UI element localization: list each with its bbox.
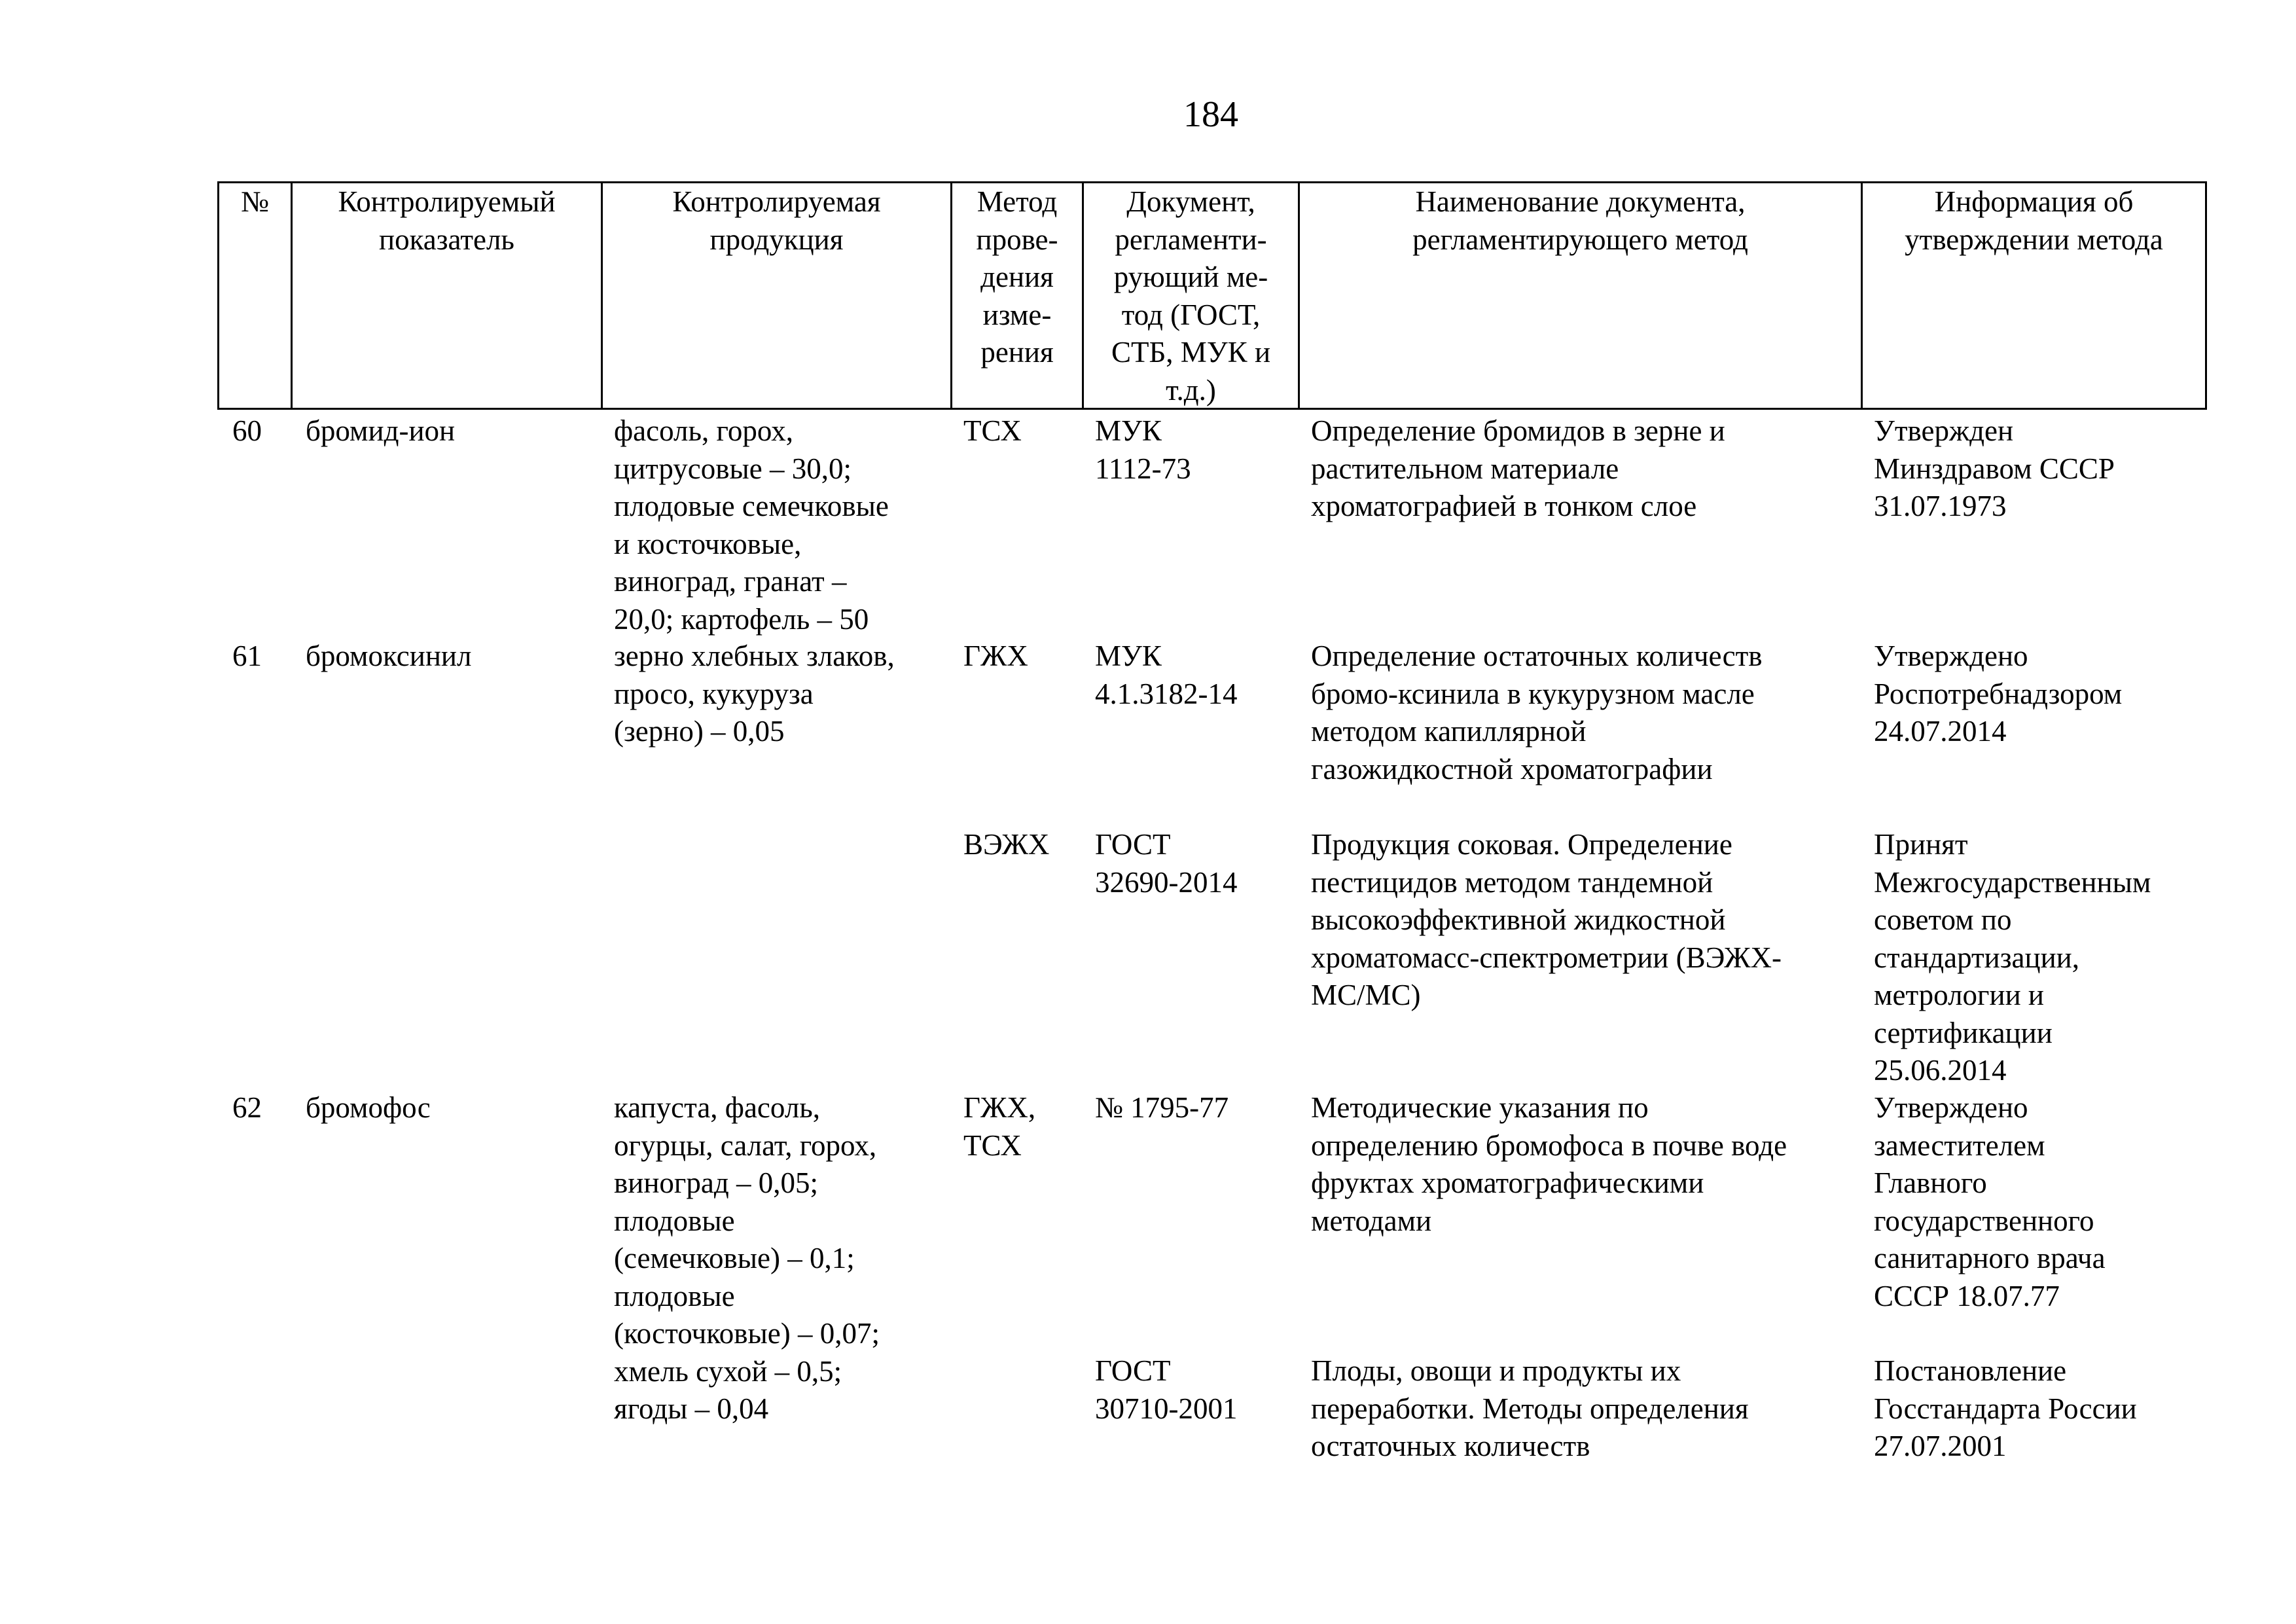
row-num: 60 <box>232 414 262 447</box>
row-indicator: бромид-ион <box>306 414 456 447</box>
row-doc-name: Продукция соковая. Определение пестицидов методом тандемной высокоэффективной жидкостной хроматомасс-спектрометрии (ВЭЖХ- МС/МС) <box>1311 828 1782 1011</box>
row-num: 61 <box>232 640 262 672</box>
row-approval: Принят Межгосударственным советом по стандартизации, метрологии и сертификации 25.06.2014 <box>1874 828 2151 1087</box>
row-approval: Утверждено заместителем Главного государственного санитарного врача СССР 18.07.77 <box>1874 1091 2106 1312</box>
row-product: капуста, фасоль, огурцы, салат, горох, виноград – 0,05; плодовые (семечковые) – 0,1; плодовые (косточковые) – 0,07; хмель сухой – 0,5; ягоды – 0,04 <box>614 1091 880 1425</box>
header-product: Контролируемая продукция <box>672 185 881 256</box>
row-approval: Утверждено Роспотребнадзором 24.07.2014 <box>1874 640 2123 748</box>
header-approval: Информация об утверждении метода <box>1905 185 2163 256</box>
header-document: Документ, регламенти- рующий ме- тод (ГОСТ, СТБ, МУК и т.д.) <box>1111 185 1271 406</box>
row-doc-name: Плоды, овощи и продукты их переработки. Методы определения остаточных количеств <box>1311 1354 1749 1462</box>
row-approval: Утвержден Минздравом СССР 31.07.1973 <box>1874 414 2115 522</box>
row-document: ГОСТ 32690-2014 <box>1095 828 1238 899</box>
row-product: зерно хлебных злаков, просо, кукуруза (зерно) – 0,05 <box>614 640 895 748</box>
header-num: № <box>241 185 269 218</box>
header-col-border <box>2205 181 2207 410</box>
header-method: Метод прове- дения изме- рения <box>976 185 1058 369</box>
row-document: ГОСТ 30710-2001 <box>1095 1354 1238 1425</box>
row-document: МУК 4.1.3182-14 <box>1095 640 1238 710</box>
row-document: МУК 1112-73 <box>1095 414 1191 485</box>
page-number: 184 <box>1183 94 1238 135</box>
header-indicator: Контролируемый показатель <box>338 185 556 256</box>
row-indicator: бромоксинил <box>306 640 472 672</box>
row-method: ГЖХ <box>963 640 1028 672</box>
row-num: 62 <box>232 1091 262 1124</box>
row-product: фасоль, горох, цитрусовые – 30,0; плодовые семечковые и косточковые, виноград, гранат – 20,0; картофель – 50 <box>614 414 889 636</box>
row-doc-name: Определение остаточных количеств бромо-ксинила в кукурузном масле методом капиллярной газожидкостной хроматографии <box>1311 640 1763 785</box>
header-doc-name: Наименование документа, регламентирующего метод <box>1412 185 1748 256</box>
row-method: ГЖХ, ТСХ <box>963 1091 1036 1162</box>
row-indicator: бромофос <box>306 1091 431 1124</box>
row-method: ТСХ <box>963 414 1022 447</box>
row-approval: Постановление Госстандарта России 27.07.2001 <box>1874 1354 2137 1462</box>
row-doc-name: Методические указания по определению бромофоса в почве воде фруктах хроматографическими методами <box>1311 1091 1787 1237</box>
row-doc-name: Определение бромидов в зерне и растительном материале хроматографией в тонком слое <box>1311 414 1725 522</box>
row-document: № 1795-77 <box>1095 1091 1229 1124</box>
row-method: ВЭЖХ <box>963 828 1050 861</box>
